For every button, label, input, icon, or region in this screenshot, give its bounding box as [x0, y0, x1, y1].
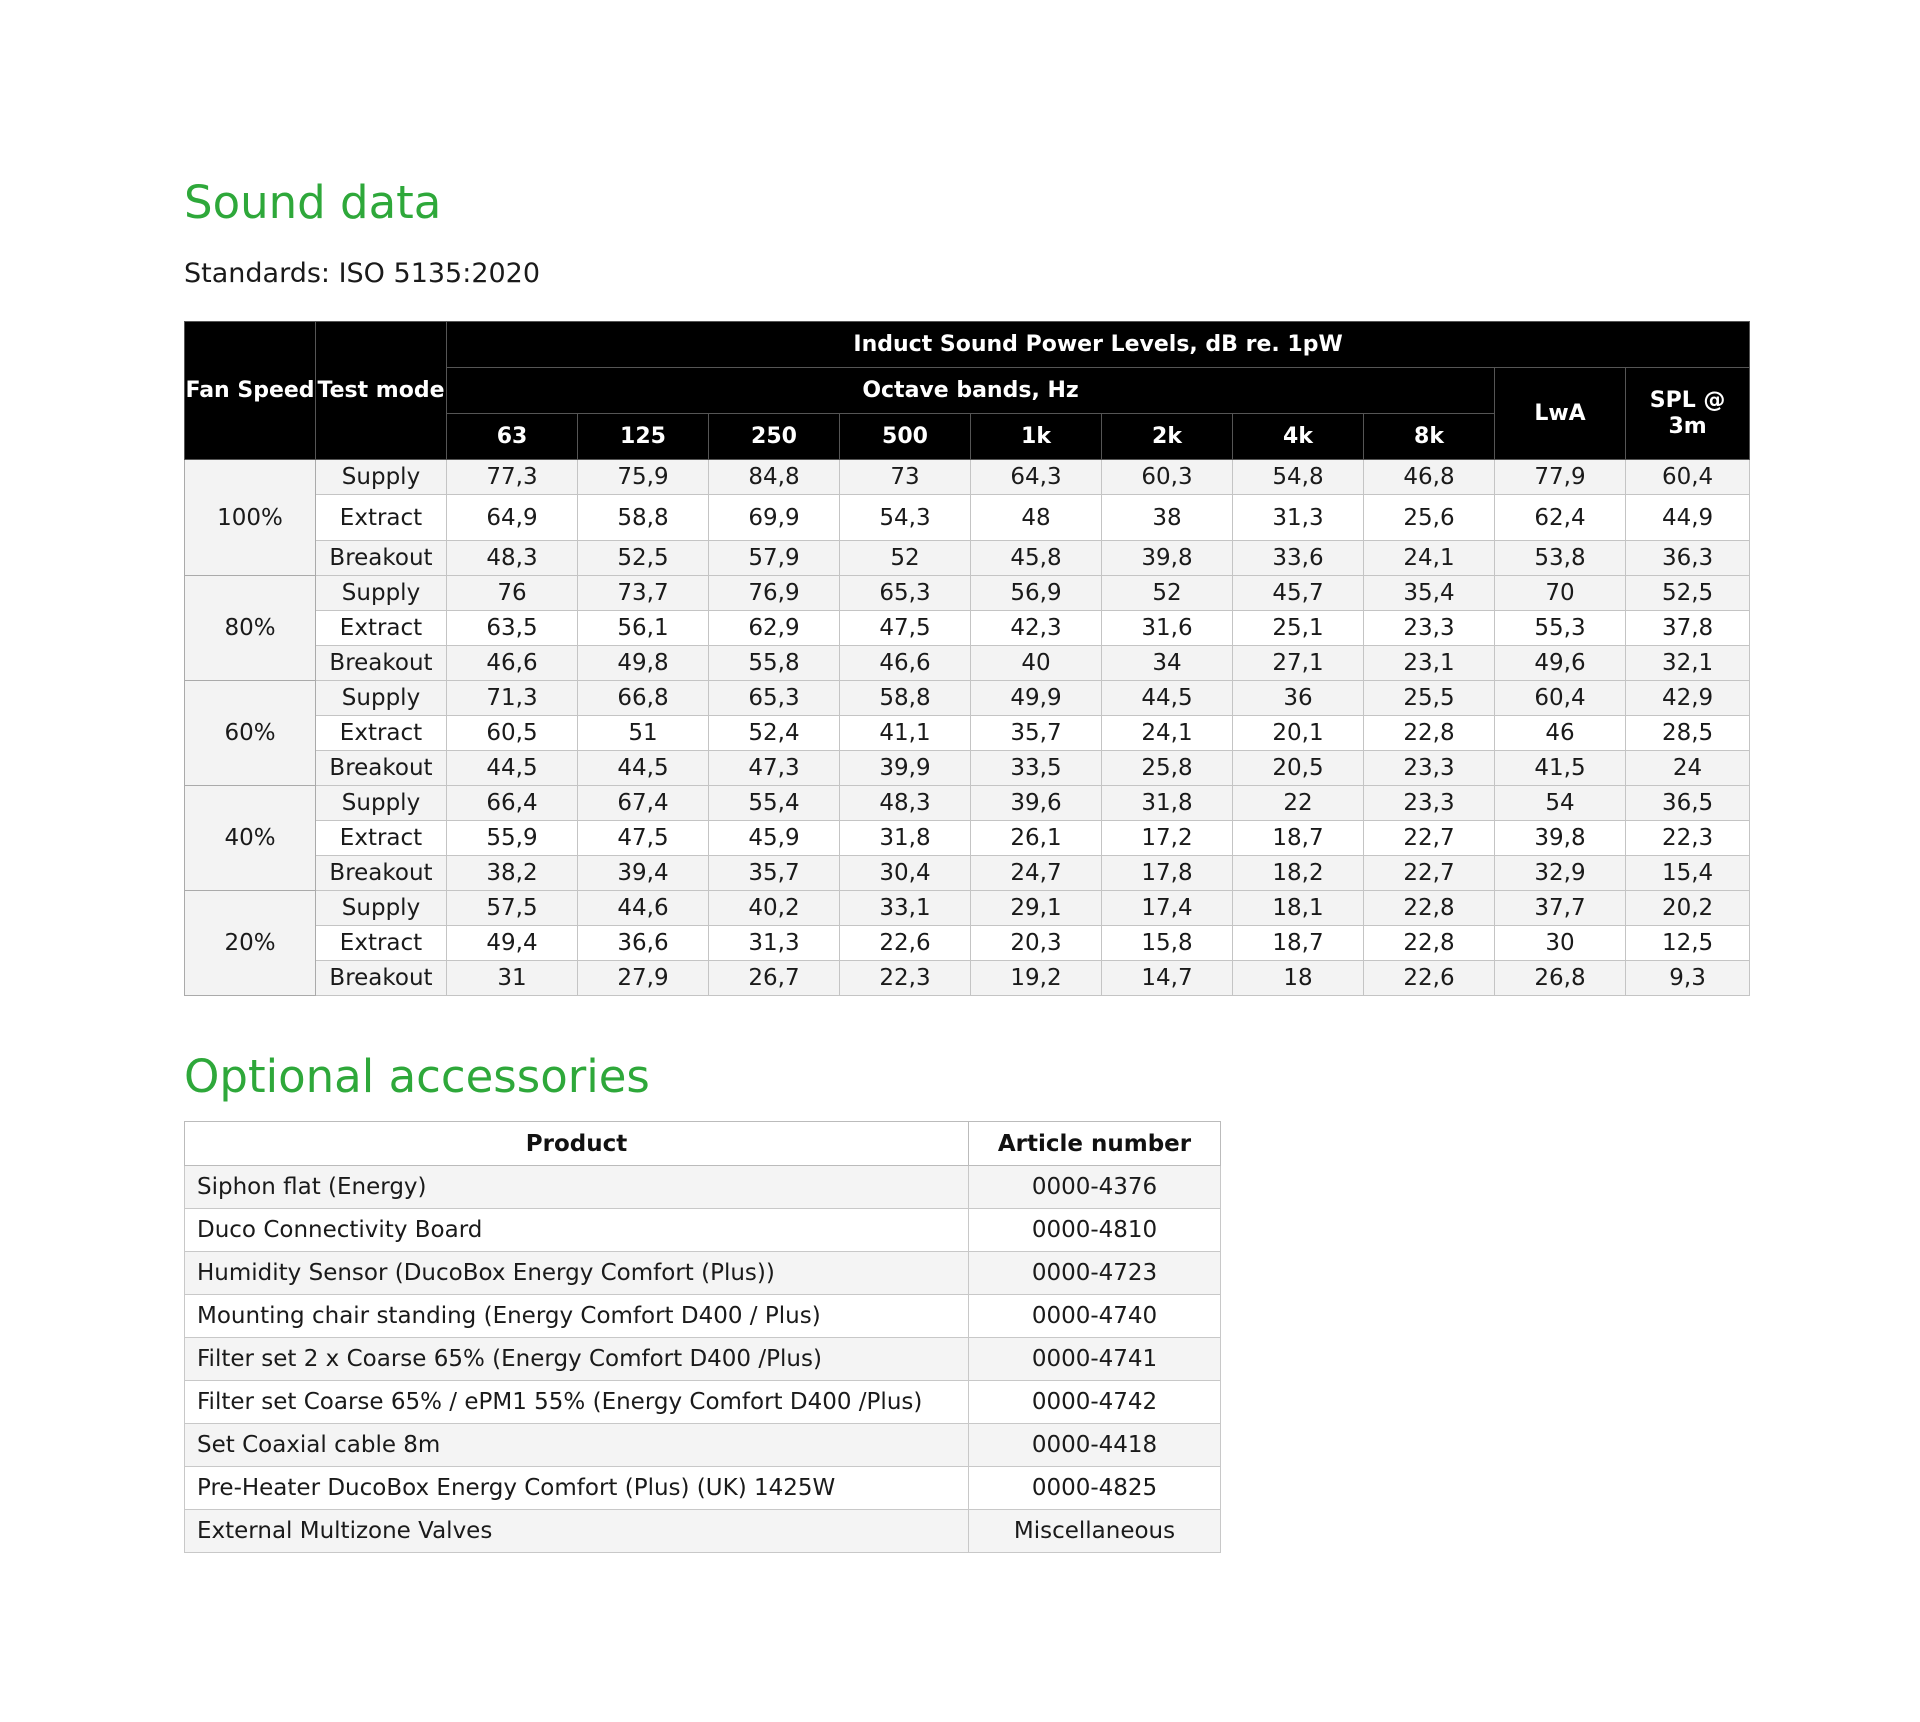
- fan-speed-cell: 100%: [185, 460, 316, 576]
- sound-data-table: [184, 321, 1750, 996]
- value-cell: 73: [840, 460, 971, 495]
- value-cell: 23,3: [1364, 786, 1495, 821]
- value-cell: 57,5: [447, 891, 578, 926]
- table-row: [185, 611, 1750, 646]
- article-number-cell: 0000-4376: [969, 1166, 1221, 1209]
- value-cell: 33,1: [840, 891, 971, 926]
- value-cell: 39,6: [971, 786, 1102, 821]
- product-cell: External Multizone Valves: [185, 1510, 969, 1553]
- value-cell: 64,9: [447, 495, 578, 541]
- test-mode-cell: Breakout: [316, 541, 447, 576]
- value-cell: 54,3: [840, 495, 971, 541]
- value-cell: 60,5: [447, 716, 578, 751]
- value-cell: 18: [1233, 961, 1364, 996]
- value-cell: 49,6: [1495, 646, 1626, 681]
- value-cell: 65,3: [709, 681, 840, 716]
- value-cell: 54,8: [1233, 460, 1364, 495]
- value-cell: 38: [1102, 495, 1233, 541]
- value-cell: 66,4: [447, 786, 578, 821]
- product-cell: Siphon flat (Energy): [185, 1166, 969, 1209]
- value-cell: 37,8: [1626, 611, 1750, 646]
- value-cell: 47,5: [840, 611, 971, 646]
- value-cell: 36,6: [578, 926, 709, 961]
- value-cell: 45,7: [1233, 576, 1364, 611]
- value-cell: 25,1: [1233, 611, 1364, 646]
- header-spl: SPL @ 3m: [1626, 368, 1750, 460]
- article-number-cell: 0000-4742: [969, 1381, 1221, 1424]
- value-cell: 25,6: [1364, 495, 1495, 541]
- value-cell: 31,3: [709, 926, 840, 961]
- fan-speed-cell: 20%: [185, 891, 316, 996]
- value-cell: 35,7: [971, 716, 1102, 751]
- test-mode-cell: Supply: [316, 576, 447, 611]
- value-cell: 34: [1102, 646, 1233, 681]
- value-cell: 15,4: [1626, 856, 1750, 891]
- table-row: [185, 1381, 1221, 1424]
- value-cell: 31,3: [1233, 495, 1364, 541]
- standards-text: Standards: ISO 5135:2020: [184, 258, 541, 289]
- value-cell: 57,9: [709, 541, 840, 576]
- table-row: [185, 821, 1750, 856]
- value-cell: 45,9: [709, 821, 840, 856]
- value-cell: 9,3: [1626, 961, 1750, 996]
- header-band-4k: 4k: [1233, 414, 1364, 460]
- header-octave-bands: Octave bands, Hz: [447, 368, 1495, 414]
- value-cell: 23,3: [1364, 611, 1495, 646]
- value-cell: 14,7: [1102, 961, 1233, 996]
- table-row: [185, 856, 1750, 891]
- value-cell: 18,1: [1233, 891, 1364, 926]
- value-cell: 35,7: [709, 856, 840, 891]
- test-mode-cell: Extract: [316, 821, 447, 856]
- table-row: [185, 576, 1750, 611]
- table-row: [185, 1209, 1221, 1252]
- fan-speed-cell: 80%: [185, 576, 316, 681]
- value-cell: 20,2: [1626, 891, 1750, 926]
- value-cell: 30: [1495, 926, 1626, 961]
- article-number-cell: Miscellaneous: [969, 1510, 1221, 1553]
- value-cell: 73,7: [578, 576, 709, 611]
- value-cell: 24,1: [1102, 716, 1233, 751]
- value-cell: 30,4: [840, 856, 971, 891]
- value-cell: 24: [1626, 751, 1750, 786]
- value-cell: 23,1: [1364, 646, 1495, 681]
- value-cell: 37,7: [1495, 891, 1626, 926]
- value-cell: 77,3: [447, 460, 578, 495]
- header-band-63: 63: [447, 414, 578, 460]
- test-mode-cell: Extract: [316, 495, 447, 541]
- value-cell: 18,2: [1233, 856, 1364, 891]
- header-band-500: 500: [840, 414, 971, 460]
- value-cell: 22,6: [840, 926, 971, 961]
- value-cell: 62,9: [709, 611, 840, 646]
- table-row: [185, 1295, 1221, 1338]
- value-cell: 69,9: [709, 495, 840, 541]
- fan-speed-cell: 60%: [185, 681, 316, 786]
- value-cell: 49,8: [578, 646, 709, 681]
- value-cell: 22,8: [1364, 716, 1495, 751]
- value-cell: 12,5: [1626, 926, 1750, 961]
- product-cell: Duco Connectivity Board: [185, 1209, 969, 1252]
- value-cell: 52,5: [1626, 576, 1750, 611]
- optional-accessories-title: Optional accessories: [184, 1050, 650, 1103]
- value-cell: 24,7: [971, 856, 1102, 891]
- test-mode-cell: Extract: [316, 716, 447, 751]
- table-row: [185, 1467, 1221, 1510]
- fan-speed-cell: 40%: [185, 786, 316, 891]
- sound-table-body: [185, 460, 1750, 996]
- table-row: [185, 716, 1750, 751]
- table-row: [185, 495, 1750, 541]
- header-band-125: 125: [578, 414, 709, 460]
- header-product: Product: [185, 1122, 969, 1166]
- value-cell: 35,4: [1364, 576, 1495, 611]
- value-cell: 48,3: [840, 786, 971, 821]
- header-lwa: LwA: [1495, 368, 1626, 460]
- value-cell: 41,5: [1495, 751, 1626, 786]
- value-cell: 19,2: [971, 961, 1102, 996]
- value-cell: 39,8: [1495, 821, 1626, 856]
- test-mode-cell: Extract: [316, 611, 447, 646]
- value-cell: 36,3: [1626, 541, 1750, 576]
- table-row: [185, 1166, 1221, 1209]
- article-number-cell: 0000-4825: [969, 1467, 1221, 1510]
- value-cell: 46,6: [447, 646, 578, 681]
- value-cell: 58,8: [840, 681, 971, 716]
- test-mode-cell: Breakout: [316, 751, 447, 786]
- product-cell: Filter set Coarse 65% / ePM1 55% (Energy Comfort D400 /Plus): [185, 1381, 969, 1424]
- value-cell: 20,5: [1233, 751, 1364, 786]
- value-cell: 52: [840, 541, 971, 576]
- value-cell: 33,5: [971, 751, 1102, 786]
- value-cell: 47,3: [709, 751, 840, 786]
- value-cell: 55,4: [709, 786, 840, 821]
- header-test-mode: Test mode: [316, 322, 447, 460]
- value-cell: 55,3: [1495, 611, 1626, 646]
- article-number-cell: 0000-4723: [969, 1252, 1221, 1295]
- test-mode-cell: Extract: [316, 926, 447, 961]
- value-cell: 26,1: [971, 821, 1102, 856]
- value-cell: 40: [971, 646, 1102, 681]
- test-mode-cell: Breakout: [316, 961, 447, 996]
- value-cell: 40,2: [709, 891, 840, 926]
- value-cell: 49,4: [447, 926, 578, 961]
- article-number-cell: 0000-4741: [969, 1338, 1221, 1381]
- value-cell: 31,8: [1102, 786, 1233, 821]
- header-article-number: Article number: [969, 1122, 1221, 1166]
- test-mode-cell: Supply: [316, 681, 447, 716]
- value-cell: 39,8: [1102, 541, 1233, 576]
- value-cell: 44,5: [578, 751, 709, 786]
- value-cell: 25,5: [1364, 681, 1495, 716]
- value-cell: 38,2: [447, 856, 578, 891]
- value-cell: 44,9: [1626, 495, 1750, 541]
- test-mode-cell: Supply: [316, 460, 447, 495]
- value-cell: 29,1: [971, 891, 1102, 926]
- value-cell: 36: [1233, 681, 1364, 716]
- value-cell: 84,8: [709, 460, 840, 495]
- value-cell: 24,1: [1364, 541, 1495, 576]
- value-cell: 64,3: [971, 460, 1102, 495]
- product-cell: Filter set 2 x Coarse 65% (Energy Comfort D400 /Plus): [185, 1338, 969, 1381]
- value-cell: 31,6: [1102, 611, 1233, 646]
- value-cell: 60,4: [1495, 681, 1626, 716]
- value-cell: 27,9: [578, 961, 709, 996]
- value-cell: 26,8: [1495, 961, 1626, 996]
- value-cell: 17,8: [1102, 856, 1233, 891]
- header-band-2k: 2k: [1102, 414, 1233, 460]
- value-cell: 49,9: [971, 681, 1102, 716]
- value-cell: 46,8: [1364, 460, 1495, 495]
- test-mode-cell: Supply: [316, 891, 447, 926]
- value-cell: 42,3: [971, 611, 1102, 646]
- sound-data-title: Sound data: [184, 176, 442, 229]
- table-row: [185, 926, 1750, 961]
- value-cell: 52,5: [578, 541, 709, 576]
- value-cell: 17,2: [1102, 821, 1233, 856]
- value-cell: 20,3: [971, 926, 1102, 961]
- value-cell: 22,8: [1364, 926, 1495, 961]
- value-cell: 18,7: [1233, 926, 1364, 961]
- value-cell: 60,4: [1626, 460, 1750, 495]
- value-cell: 22,7: [1364, 821, 1495, 856]
- value-cell: 20,1: [1233, 716, 1364, 751]
- value-cell: 52,4: [709, 716, 840, 751]
- value-cell: 62,4: [1495, 495, 1626, 541]
- product-cell: Pre-Heater DucoBox Energy Comfort (Plus) (UK) 1425W: [185, 1467, 969, 1510]
- value-cell: 47,5: [578, 821, 709, 856]
- value-cell: 26,7: [709, 961, 840, 996]
- value-cell: 63,5: [447, 611, 578, 646]
- table-row: [185, 1424, 1221, 1467]
- table-row: [185, 681, 1750, 716]
- value-cell: 77,9: [1495, 460, 1626, 495]
- value-cell: 31: [447, 961, 578, 996]
- value-cell: 53,8: [1495, 541, 1626, 576]
- value-cell: 52: [1102, 576, 1233, 611]
- product-cell: Set Coaxial cable 8m: [185, 1424, 969, 1467]
- value-cell: 58,8: [578, 495, 709, 541]
- value-cell: 71,3: [447, 681, 578, 716]
- value-cell: 41,1: [840, 716, 971, 751]
- value-cell: 22,8: [1364, 891, 1495, 926]
- table-row: [185, 646, 1750, 681]
- table-row: [185, 1252, 1221, 1295]
- value-cell: 27,1: [1233, 646, 1364, 681]
- value-cell: 66,8: [578, 681, 709, 716]
- value-cell: 15,8: [1102, 926, 1233, 961]
- value-cell: 17,4: [1102, 891, 1233, 926]
- test-mode-cell: Breakout: [316, 646, 447, 681]
- test-mode-cell: Supply: [316, 786, 447, 821]
- value-cell: 25,8: [1102, 751, 1233, 786]
- value-cell: 60,3: [1102, 460, 1233, 495]
- table-row: [185, 891, 1750, 926]
- value-cell: 44,5: [1102, 681, 1233, 716]
- value-cell: 65,3: [840, 576, 971, 611]
- table-row: [185, 460, 1750, 495]
- value-cell: 70: [1495, 576, 1626, 611]
- product-cell: Humidity Sensor (DucoBox Energy Comfort (Plus)): [185, 1252, 969, 1295]
- accessories-table: [184, 1121, 1221, 1553]
- table-row: [185, 961, 1750, 996]
- value-cell: 56,1: [578, 611, 709, 646]
- value-cell: 22,3: [1626, 821, 1750, 856]
- value-cell: 75,9: [578, 460, 709, 495]
- header-band-250: 250: [709, 414, 840, 460]
- value-cell: 44,6: [578, 891, 709, 926]
- value-cell: 48,3: [447, 541, 578, 576]
- header-induct-sound-power: Induct Sound Power Levels, dB re. 1pW: [447, 322, 1750, 368]
- table-row: [185, 751, 1750, 786]
- article-number-cell: 0000-4418: [969, 1424, 1221, 1467]
- header-band-8k: 8k: [1364, 414, 1495, 460]
- value-cell: 39,4: [578, 856, 709, 891]
- value-cell: 23,3: [1364, 751, 1495, 786]
- table-row: [185, 541, 1750, 576]
- product-cell: Mounting chair standing (Energy Comfort D400 / Plus): [185, 1295, 969, 1338]
- value-cell: 32,1: [1626, 646, 1750, 681]
- value-cell: 42,9: [1626, 681, 1750, 716]
- article-number-cell: 0000-4740: [969, 1295, 1221, 1338]
- value-cell: 46,6: [840, 646, 971, 681]
- value-cell: 31,8: [840, 821, 971, 856]
- value-cell: 54: [1495, 786, 1626, 821]
- table-row: [185, 1510, 1221, 1553]
- value-cell: 76,9: [709, 576, 840, 611]
- value-cell: 76: [447, 576, 578, 611]
- value-cell: 22: [1233, 786, 1364, 821]
- value-cell: 22,3: [840, 961, 971, 996]
- value-cell: 36,5: [1626, 786, 1750, 821]
- value-cell: 55,8: [709, 646, 840, 681]
- value-cell: 32,9: [1495, 856, 1626, 891]
- article-number-cell: 0000-4810: [969, 1209, 1221, 1252]
- value-cell: 56,9: [971, 576, 1102, 611]
- value-cell: 18,7: [1233, 821, 1364, 856]
- value-cell: 22,7: [1364, 856, 1495, 891]
- value-cell: 33,6: [1233, 541, 1364, 576]
- accessories-table-body: [185, 1166, 1221, 1553]
- value-cell: 45,8: [971, 541, 1102, 576]
- test-mode-cell: Breakout: [316, 856, 447, 891]
- value-cell: 22,6: [1364, 961, 1495, 996]
- table-row: [185, 1338, 1221, 1381]
- value-cell: 48: [971, 495, 1102, 541]
- value-cell: 39,9: [840, 751, 971, 786]
- value-cell: 28,5: [1626, 716, 1750, 751]
- value-cell: 55,9: [447, 821, 578, 856]
- value-cell: 67,4: [578, 786, 709, 821]
- value-cell: 46: [1495, 716, 1626, 751]
- table-row: [185, 786, 1750, 821]
- header-band-1k: 1k: [971, 414, 1102, 460]
- value-cell: 51: [578, 716, 709, 751]
- value-cell: 44,5: [447, 751, 578, 786]
- header-fan-speed: Fan Speed: [185, 322, 316, 460]
